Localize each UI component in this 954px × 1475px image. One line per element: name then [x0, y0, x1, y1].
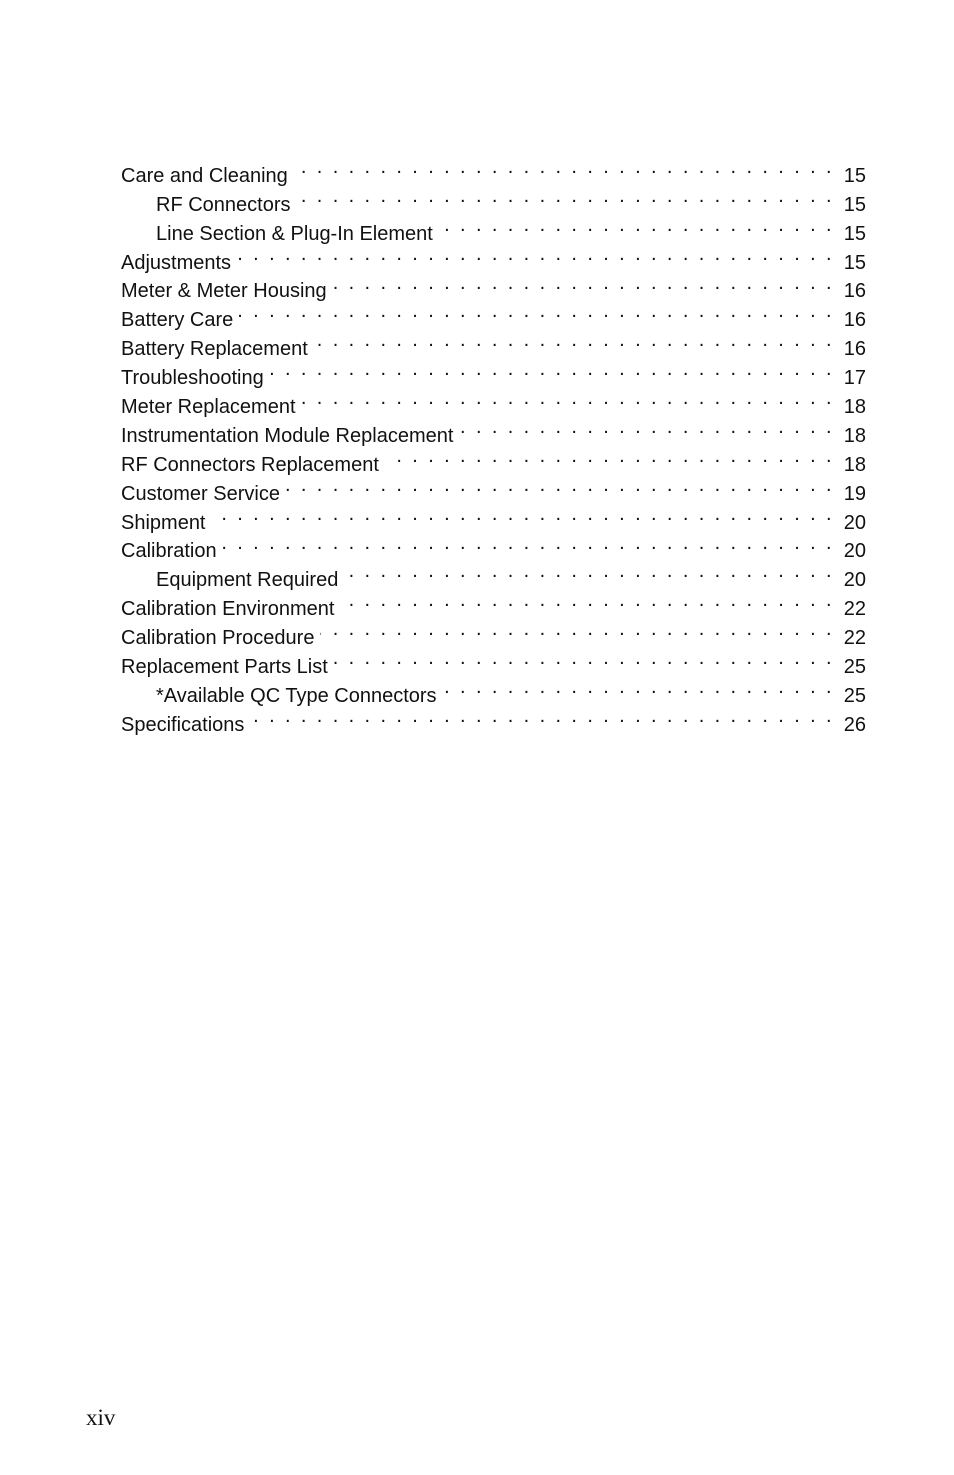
toc-entry-page: 26: [834, 711, 866, 740]
toc-entry[interactable]: [121, 500, 866, 534]
dot-leader: [344, 557, 834, 586]
toc-entry-title: Battery Replacement: [121, 335, 314, 364]
toc-entry-title: Equipment Required: [156, 566, 344, 595]
toc-entry-title: RF Connectors: [156, 191, 297, 220]
dot-leader: [212, 500, 835, 529]
dot-leader: [340, 586, 834, 615]
dot-leader: [250, 702, 834, 731]
toc-entry-title: Meter & Meter Housing: [121, 277, 333, 306]
toc-entry-page: 19: [834, 480, 866, 509]
dot-leader: [443, 673, 834, 702]
toc-entry-title: Specifications: [121, 711, 250, 740]
toc-entry-page: 20: [834, 566, 866, 595]
dot-leader: [237, 240, 834, 269]
toc-entry-page: 20: [834, 509, 866, 538]
toc-entry-title: Care and Cleaning: [121, 162, 294, 191]
toc-entry-title: *Available QC Type Connectors: [156, 682, 443, 711]
dot-leader: [385, 442, 834, 471]
toc-entry-page: 22: [834, 624, 866, 653]
toc-entry-page: 22: [834, 595, 866, 624]
dot-leader: [302, 384, 834, 413]
dot-leader: [333, 269, 834, 298]
toc-entry-title: Meter Replacement: [121, 393, 302, 422]
toc-entry-title: Replacement Parts List: [121, 653, 334, 682]
toc-entry-page: 17: [834, 364, 866, 393]
toc-entry-title: Calibration Environment: [121, 595, 340, 624]
toc-entry-title: Troubleshooting: [121, 364, 270, 393]
toc-entry-page: 20: [834, 537, 866, 566]
toc-entry-page: 16: [834, 277, 866, 306]
toc-entry-title: Calibration: [121, 537, 223, 566]
toc-entry-page: 16: [834, 335, 866, 364]
dot-leader: [459, 413, 834, 442]
toc-entry-page: 16: [834, 306, 866, 335]
toc-entry-page: 18: [834, 393, 866, 422]
toc-entry-page: 25: [834, 653, 866, 682]
page-number: xiv: [86, 1405, 116, 1430]
toc-entry-title: Adjustments: [121, 249, 237, 278]
toc-entry-title: Battery Care: [121, 306, 239, 335]
dot-leader: [270, 355, 834, 384]
toc-entry[interactable]: [121, 153, 866, 187]
dot-leader: [334, 644, 834, 673]
dot-leader: [297, 182, 835, 211]
toc-entry-title: Calibration Procedure: [121, 624, 320, 653]
table-of-contents: [121, 153, 866, 736]
toc-entry-title: Line Section & Plug-In Element: [156, 220, 439, 249]
toc-entry-title: Shipment: [121, 509, 212, 538]
toc-entry-page: 15: [834, 220, 866, 249]
dot-leader: [286, 471, 834, 500]
toc-entry[interactable]: [121, 529, 866, 563]
toc-entry-page: 15: [834, 162, 866, 191]
toc-entry-page: 18: [834, 422, 866, 451]
toc-entry-page: 15: [834, 191, 866, 220]
toc-entry[interactable]: [121, 557, 866, 592]
dot-leader: [320, 615, 834, 644]
dot-leader: [223, 529, 834, 558]
toc-entry-title: RF Connectors Replacement: [121, 451, 385, 480]
toc-entry-title: Instrumentation Module Replacement: [121, 422, 459, 451]
toc-entry-title: Customer Service: [121, 480, 286, 509]
dot-leader: [439, 211, 834, 240]
toc-entry-page: 25: [834, 682, 866, 711]
toc-entry-page: 18: [834, 451, 866, 480]
dot-leader: [314, 326, 834, 355]
dot-leader: [294, 153, 834, 182]
dot-leader: [239, 297, 834, 326]
toc-entry-page: 15: [834, 249, 866, 278]
